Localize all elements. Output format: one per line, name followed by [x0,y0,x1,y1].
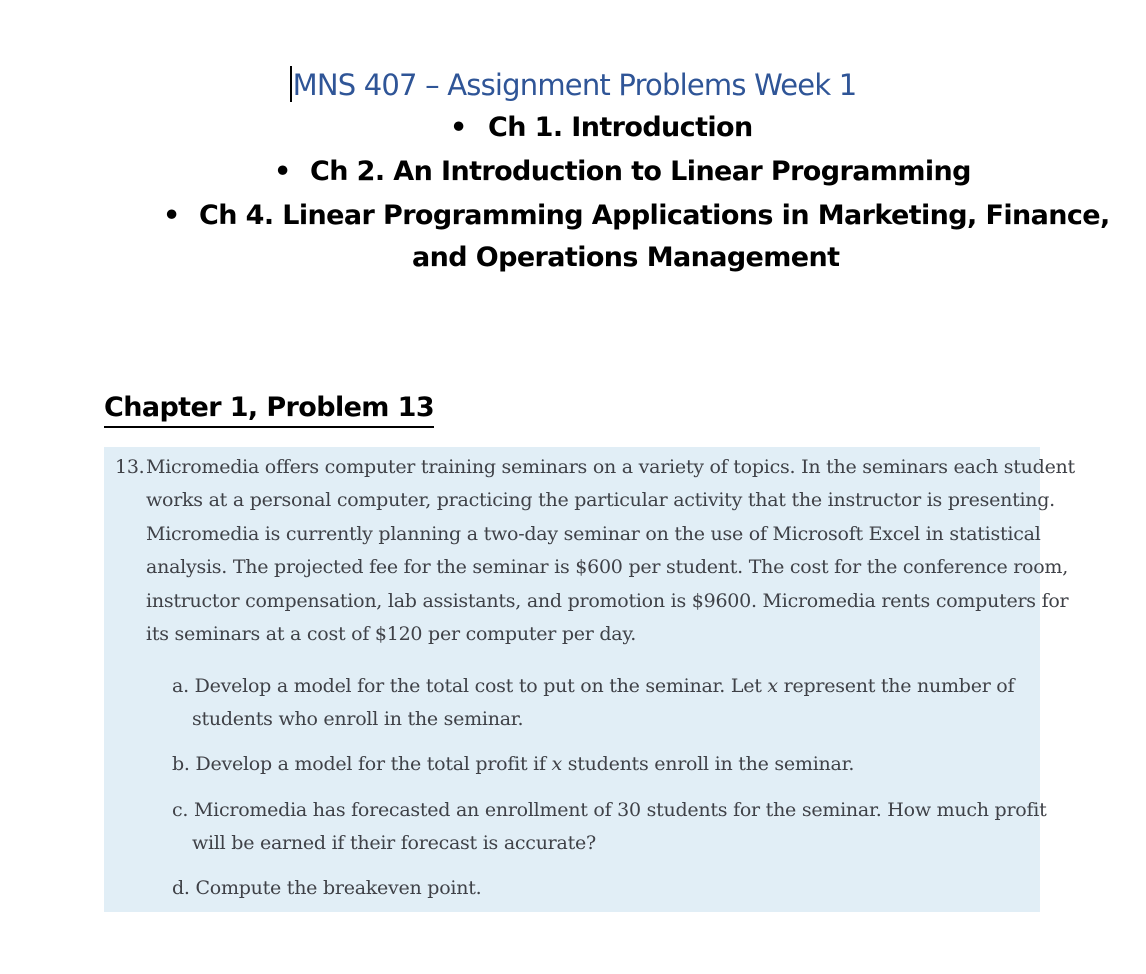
problem-box [104,447,1075,912]
chapter-item-4: Ch 4. Linear Programming Applications in Marketing, Finance, [199,200,1110,231]
text-cursor [290,66,292,102]
part-a-line-2: students who enroll in the seminar. [192,708,524,730]
title-text: MNS 407 – Assignment Problems Week 1 [292,68,857,102]
document-title [0,66,1146,102]
part-c-line-1: c. Micromedia has forecasted an enrollment of 30 students for the seminar. How much profit [172,799,1047,821]
part-b: b. Develop a model for the total profit if x students enroll in the seminar. [172,753,855,775]
problem-line-1: Micromedia offers computer training seminars on a variety of topics. In the seminars each student [146,456,1075,478]
part-d: d. Compute the breakeven point. [172,877,482,899]
problem-line-3: Micromedia is currently planning a two-day seminar on the use of Microsoft Excel in statistical [146,523,1041,545]
problem-line-2: works at a personal computer, practicing the particular activity that the instructor is presenting. [146,489,1055,511]
section-heading: Chapter 1, Problem 13 [104,390,434,428]
part-c-line-2: will be earned if their forecast is accurate? [192,832,596,854]
problem-line-5: instructor compensation, lab assistants, and promotion is $9600. Micromedia rents computers for [146,590,1069,612]
problem-line-4: analysis. The projected fee for the seminar is $600 per student. The cost for the conference room, [146,556,1068,578]
chapter-item-1: Ch 1. Introduction [488,112,753,143]
bullet-icon: • [274,156,292,187]
problem-line-6: its seminars at a cost of $120 per computer per day. [146,623,637,645]
variable-x: x [551,753,562,775]
chapter-item-4-continued: and Operations Management [412,242,840,273]
problem-number: 13. [115,456,145,478]
part-a-line-1: a. Develop a model for the total cost to put on the seminar. Let x represent the number of [172,675,1015,697]
bullet-icon: • [163,200,181,231]
variable-x: x [767,675,778,697]
bullet-icon: • [450,112,468,143]
chapter-item-2: Ch 2. An Introduction to Linear Programming [310,156,971,187]
